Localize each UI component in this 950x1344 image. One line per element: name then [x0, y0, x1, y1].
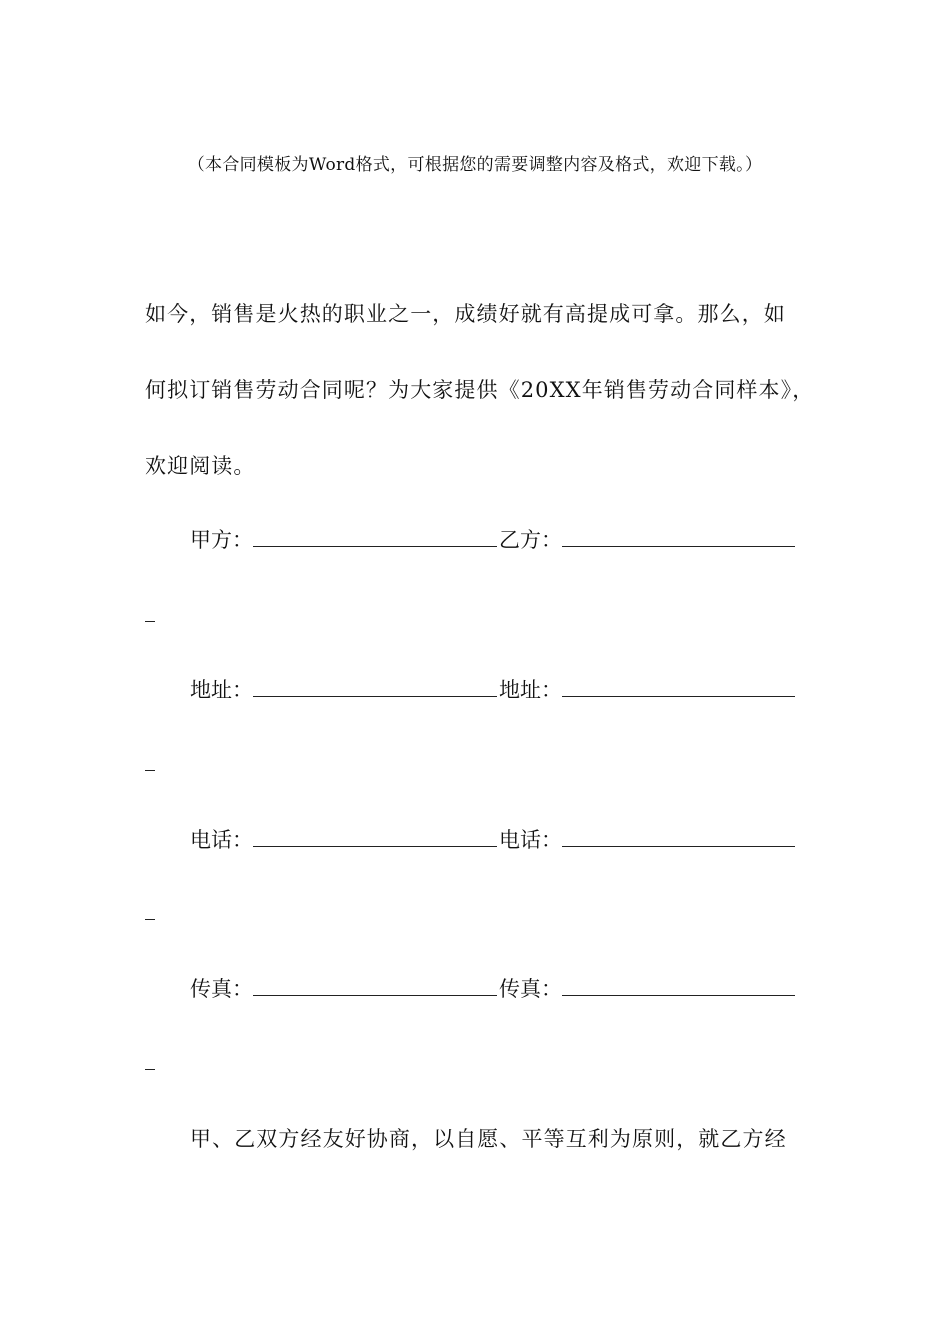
party-b-label: 乙方：	[499, 528, 562, 552]
closing-line: 甲、乙双方经友好协商，以自愿、平等互利为原则，就乙方经	[190, 1127, 787, 1151]
intro-line-1: 如今，销售是火热的职业之一，成绩好就有高提成可拿。那么，如	[145, 302, 786, 326]
blank-continuation	[145, 1069, 155, 1070]
party-a-address-label: 地址：	[190, 678, 253, 702]
party-b-phone-label: 电话：	[499, 828, 562, 852]
field-row-fax	[190, 973, 795, 1003]
party-a-address-blank[interactable]	[253, 678, 497, 697]
field-row-phone	[190, 824, 795, 854]
party-a-fax-blank[interactable]	[253, 977, 497, 996]
party-b-fax-blank[interactable]	[562, 977, 795, 996]
party-b-address-label: 地址：	[499, 678, 562, 702]
party-b-address-blank[interactable]	[562, 678, 795, 697]
blank-continuation	[145, 919, 155, 920]
blank-continuation	[145, 621, 155, 622]
party-a-phone-blank[interactable]	[253, 828, 497, 847]
field-row-party	[190, 524, 795, 554]
template-note: （本合同模板为Word格式，可根据您的需要调整内容及格式，欢迎下载。）	[187, 155, 763, 175]
party-b-phone-blank[interactable]	[562, 828, 795, 847]
party-a-phone-label: 电话：	[190, 828, 253, 852]
field-row-address	[190, 674, 795, 704]
party-a-blank[interactable]	[253, 528, 497, 547]
intro-line-2: 何拟订销售劳动合同呢？为大家提供《20XX年销售劳动合同样本》，	[145, 378, 815, 402]
party-b-blank[interactable]	[562, 528, 795, 547]
party-a-fax-label: 传真：	[190, 977, 253, 1001]
blank-continuation	[145, 770, 155, 771]
party-a-label: 甲方：	[190, 528, 253, 552]
intro-line-3: 欢迎阅读。	[145, 454, 256, 478]
party-b-fax-label: 传真：	[499, 977, 562, 1001]
